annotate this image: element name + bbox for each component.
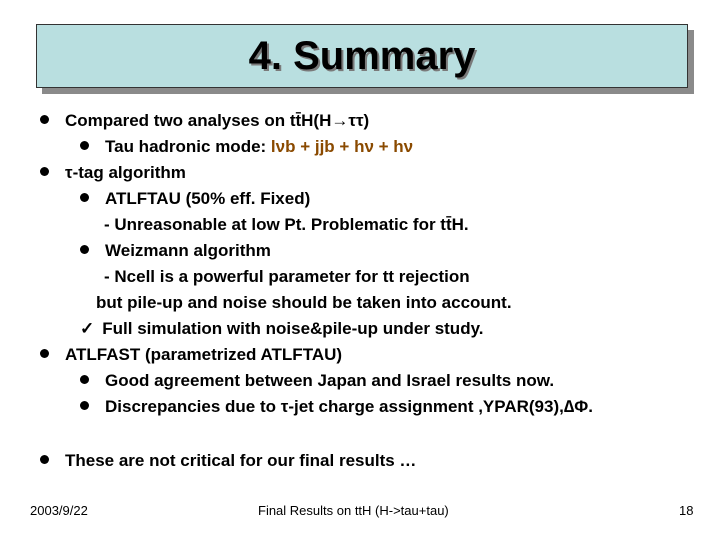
bullet-icon [80,141,89,150]
text-line-5 [104,215,469,235]
bullet-line-3 [40,163,186,183]
check-line-9 [80,319,484,339]
text-line-8 [96,293,512,313]
footer-title: Final Results on ttH (H->tau+tau) [258,503,449,518]
page-number: 18 [679,503,694,518]
footer-date: 2003/9/22 [30,503,88,518]
line-text: Compared two analyses on tt̄H(H→ττ) [65,111,370,130]
bullet-icon [80,401,89,410]
bullet-line-2 [80,137,413,157]
line-text: Full simulation with noise&pile-up under study. [102,319,484,338]
line-text: τ-tag algorithm [65,163,186,182]
bullet-icon [80,193,89,202]
slide-title: 4. Summary [248,33,476,78]
bullet-icon [40,349,49,358]
line-text: Discrepancies due to τ-jet charge assignment ,YPAR(93),∆Φ. [105,397,593,416]
bullet-line-13 [40,451,416,471]
line-text: Tau hadronic mode: [105,137,271,156]
bullet-line-10 [40,345,342,365]
text-line-7 [104,267,470,287]
line-text: ATLFTAU (50% eff. Fixed) [105,189,311,208]
title-box [36,24,688,88]
checkmark-icon: ✓ [80,319,95,338]
line-text: ATLFAST (parametrized ATLFTAU) [65,345,343,364]
bullet-icon [40,115,49,124]
bullet-line-4 [80,189,310,209]
line-text: - Ncell is a powerful parameter for tt rejection [104,267,470,286]
bullet-line-11 [80,371,554,391]
bullet-line-6 [80,241,271,261]
line-text: These are not critical for our final results … [65,451,417,470]
bullet-icon [80,245,89,254]
line-text: - Unreasonable at low Pt. Problematic for tt̄H. [104,215,469,234]
line-text: Good agreement between Japan and Israel results now. [105,371,555,390]
decay-modes: lνb + jjb + hν + hν [270,137,414,156]
bullet-icon [40,167,49,176]
bullet-line-12 [80,397,593,417]
bullet-icon [40,455,49,464]
bullet-icon [80,375,89,384]
line-text: Weizmann algorithm [105,241,271,260]
line-text: but pile-up and noise should be taken into account. [96,293,512,312]
bullet-line-1 [40,111,369,131]
